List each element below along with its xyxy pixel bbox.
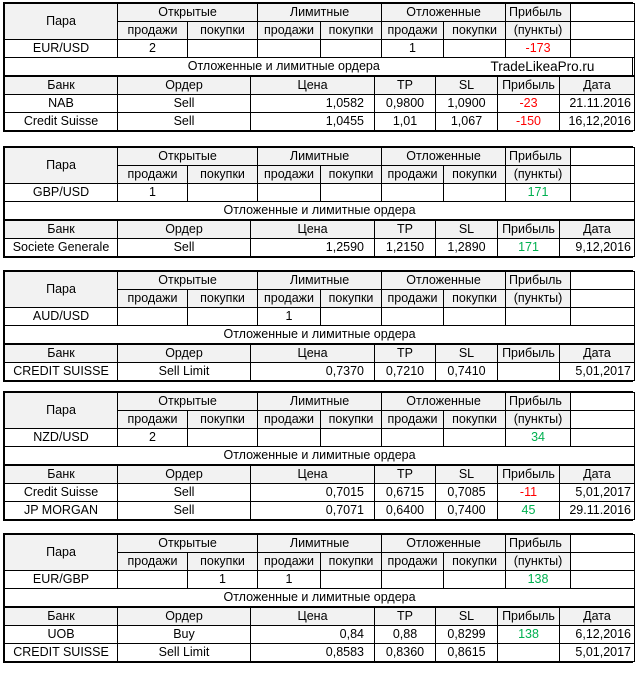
orders-title: Отложенные и лимитные ордера	[5, 202, 635, 220]
summary-header-row	[5, 4, 635, 22]
blank-cell	[571, 272, 635, 290]
pending-buy-header: покупки	[444, 290, 506, 308]
tp-header: TP	[375, 608, 436, 626]
order-type: Sell	[118, 95, 251, 113]
limit-sell-count	[258, 184, 321, 202]
sl-header: SL	[436, 221, 498, 239]
order-price: 1,2590	[251, 239, 375, 257]
limit-buy-count	[321, 429, 382, 447]
pair-block	[3, 533, 633, 663]
date-header: Дата	[560, 221, 635, 239]
order-bank: Credit Suisse	[5, 113, 118, 131]
order-row	[5, 95, 635, 113]
limit-sell-count: 1	[258, 308, 321, 326]
tp-header: TP	[375, 466, 436, 484]
order-header: Ордер	[118, 221, 251, 239]
pending-buy-header: покупки	[444, 553, 506, 571]
pair-profit	[506, 308, 571, 326]
order-price: 0,8583	[251, 644, 375, 662]
order-bank: UOB	[5, 626, 118, 644]
orders-table	[4, 344, 635, 381]
summary-header-row	[5, 535, 635, 553]
pending-sell-count	[382, 184, 444, 202]
order-profit: -150	[498, 113, 560, 131]
order-date: 6,12,2016	[560, 626, 635, 644]
limit-header: Лимитные	[258, 535, 382, 553]
open-buy-header: покупки	[188, 553, 258, 571]
open-header: Открытые	[118, 393, 258, 411]
order-tp: 0,8360	[375, 644, 436, 662]
pair-profit: 138	[506, 571, 571, 589]
open-sell-count	[118, 308, 188, 326]
orders-title-row	[5, 326, 635, 344]
limit-header: Лимитные	[258, 272, 382, 290]
open-sell-count: 1	[118, 184, 188, 202]
pair-profit: 171	[506, 184, 571, 202]
order-tp: 0,7210	[375, 363, 436, 381]
open-sell-count: 2	[118, 40, 188, 58]
order-date: 5,01,2017	[560, 484, 635, 502]
order-price: 1,0455	[251, 113, 375, 131]
blank-cell	[571, 308, 635, 326]
orders-header-row	[5, 466, 635, 484]
pair-name: EUR/GBP	[5, 571, 118, 589]
open-buy-count	[188, 308, 258, 326]
order-date: 9,12,2016	[560, 239, 635, 257]
order-sl: 0,8299	[436, 626, 498, 644]
date-header: Дата	[560, 608, 635, 626]
order-profit	[498, 363, 560, 381]
blank-cell	[571, 148, 635, 166]
open-buy-count	[188, 429, 258, 447]
order-price: 0,7015	[251, 484, 375, 502]
blank-cell	[571, 429, 635, 447]
order-row	[5, 502, 635, 520]
order-profit: 45	[498, 502, 560, 520]
limit-header: Лимитные	[258, 393, 382, 411]
points-header: (пункты)	[506, 411, 571, 429]
orders-header-row	[5, 345, 635, 363]
limit-sell-header: продажи	[258, 411, 321, 429]
pair-header: Пара	[5, 4, 118, 40]
date-header: Дата	[560, 77, 635, 95]
summary-values-row	[5, 40, 635, 58]
limit-buy-count	[321, 308, 382, 326]
price-header: Цена	[251, 345, 375, 363]
pair-block	[3, 391, 633, 521]
order-tp: 0,6715	[375, 484, 436, 502]
pending-buy-count	[444, 571, 506, 589]
order-date: 29.11.2016	[560, 502, 635, 520]
pair-block	[3, 2, 633, 132]
pair-header: Пара	[5, 393, 118, 429]
order-sl: 1,2890	[436, 239, 498, 257]
order-type: Sell	[118, 113, 251, 131]
profit-header: Прибыль	[506, 393, 571, 411]
bank-header: Банк	[5, 608, 118, 626]
blank-cell	[571, 553, 635, 571]
order-row	[5, 644, 635, 662]
blank-cell	[571, 393, 635, 411]
profit-header: Прибыль	[506, 272, 571, 290]
orders-title-row	[5, 58, 635, 76]
order-type: Sell Limit	[118, 644, 251, 662]
order-date: 5,01,2017	[560, 644, 635, 662]
order-bank: CREDIT SUISSE	[5, 644, 118, 662]
order-bank: JP MORGAN	[5, 502, 118, 520]
order-profit	[498, 644, 560, 662]
tp-header: TP	[375, 221, 436, 239]
points-header: (пункты)	[506, 22, 571, 40]
order-sl: 0,7085	[436, 484, 498, 502]
pair-summary-table	[4, 147, 635, 220]
price-header: Цена	[251, 608, 375, 626]
pair-summary-table	[4, 534, 635, 607]
profit-header: Прибыль	[506, 4, 571, 22]
tp-header: TP	[375, 77, 436, 95]
bank-header: Банк	[5, 221, 118, 239]
pair-summary-table	[4, 392, 635, 465]
order-tp: 1,01	[375, 113, 436, 131]
order-price: 0,84	[251, 626, 375, 644]
pair-block	[3, 146, 633, 258]
limit-sell-header: продажи	[258, 22, 321, 40]
order-tp: 0,6400	[375, 502, 436, 520]
pending-buy-header: покупки	[444, 22, 506, 40]
orders-title-row	[5, 589, 635, 607]
blank-cell	[571, 411, 635, 429]
points-header: (пункты)	[506, 553, 571, 571]
profit-col-header: Прибыль	[498, 77, 560, 95]
summary-header-row	[5, 148, 635, 166]
pair-name: EUR/USD	[5, 40, 118, 58]
open-buy-header: покупки	[188, 166, 258, 184]
price-header: Цена	[251, 77, 375, 95]
order-tp: 1,2150	[375, 239, 436, 257]
pending-header: Отложенные	[382, 148, 506, 166]
sl-header: SL	[436, 466, 498, 484]
open-header: Открытые	[118, 535, 258, 553]
order-date: 5,01,2017	[560, 363, 635, 381]
limit-buy-count	[321, 184, 382, 202]
blank-cell	[571, 22, 635, 40]
sl-header: SL	[436, 345, 498, 363]
pending-buy-count	[444, 40, 506, 58]
pair-profit: -173	[506, 40, 571, 58]
order-sl: 0,8615	[436, 644, 498, 662]
order-type: Sell	[118, 239, 251, 257]
pending-sell-header: продажи	[382, 290, 444, 308]
order-header: Ордер	[118, 466, 251, 484]
order-tp: 0,9800	[375, 95, 436, 113]
open-buy-count: 1	[188, 571, 258, 589]
order-row	[5, 626, 635, 644]
orders-table	[4, 220, 635, 257]
pending-buy-header: покупки	[444, 166, 506, 184]
order-bank: Societe Generale	[5, 239, 118, 257]
profit-col-header: Прибыль	[498, 221, 560, 239]
limit-buy-count	[321, 40, 382, 58]
pending-sell-header: продажи	[382, 411, 444, 429]
order-type: Buy	[118, 626, 251, 644]
order-bank: CREDIT SUISSE	[5, 363, 118, 381]
pair-header: Пара	[5, 272, 118, 308]
order-bank: Credit Suisse	[5, 484, 118, 502]
blank-cell	[571, 184, 635, 202]
price-header: Цена	[251, 466, 375, 484]
order-profit: 171	[498, 239, 560, 257]
sl-header: SL	[436, 77, 498, 95]
open-sell-count: 2	[118, 429, 188, 447]
summary-header-row	[5, 272, 635, 290]
order-row	[5, 239, 635, 257]
open-buy-header: покупки	[188, 22, 258, 40]
pending-buy-header: покупки	[444, 411, 506, 429]
order-profit: -23	[498, 95, 560, 113]
order-sl: 1,0900	[436, 95, 498, 113]
summary-values-row	[5, 184, 635, 202]
order-header: Ордер	[118, 608, 251, 626]
order-type: Sell	[118, 502, 251, 520]
limit-buy-count	[321, 571, 382, 589]
limit-buy-header: покупки	[321, 290, 382, 308]
pending-sell-header: продажи	[382, 166, 444, 184]
open-buy-count	[188, 184, 258, 202]
limit-buy-header: покупки	[321, 553, 382, 571]
pair-profit: 34	[506, 429, 571, 447]
pending-buy-count	[444, 308, 506, 326]
pair-header: Пара	[5, 148, 118, 184]
pending-sell-header: продажи	[382, 553, 444, 571]
pending-sell-count: 1	[382, 40, 444, 58]
summary-values-row	[5, 571, 635, 589]
profit-header: Прибыль	[506, 148, 571, 166]
pair-name: NZD/USD	[5, 429, 118, 447]
order-sl: 1,067	[436, 113, 498, 131]
orders-header-row	[5, 608, 635, 626]
order-type: Sell Limit	[118, 363, 251, 381]
order-header: Ордер	[118, 345, 251, 363]
bank-header: Банк	[5, 466, 118, 484]
order-profit: -11	[498, 484, 560, 502]
order-row	[5, 113, 635, 131]
open-sell-header: продажи	[118, 411, 188, 429]
order-row	[5, 484, 635, 502]
profit-col-header: Прибыль	[498, 345, 560, 363]
order-tp: 0,88	[375, 626, 436, 644]
order-profit: 138	[498, 626, 560, 644]
limit-sell-count: 1	[258, 571, 321, 589]
orders-title-row	[5, 202, 635, 220]
pending-sell-count	[382, 429, 444, 447]
blank-cell	[571, 290, 635, 308]
pair-summary-table	[4, 3, 635, 76]
order-sl: 0,7400	[436, 502, 498, 520]
pair-name: GBP/USD	[5, 184, 118, 202]
pending-header: Отложенные	[382, 393, 506, 411]
summary-values-row	[5, 308, 635, 326]
limit-header: Лимитные	[258, 4, 382, 22]
pair-block	[3, 270, 633, 382]
pending-sell-header: продажи	[382, 22, 444, 40]
pending-header: Отложенные	[382, 272, 506, 290]
price-header: Цена	[251, 221, 375, 239]
bank-header: Банк	[5, 345, 118, 363]
order-sl: 0,7410	[436, 363, 498, 381]
blank-cell	[571, 571, 635, 589]
blank-cell	[571, 166, 635, 184]
orders-title: Отложенные и лимитные ордера	[5, 326, 635, 344]
order-date: 21.11.2016	[560, 95, 635, 113]
open-buy-header: покупки	[188, 290, 258, 308]
pair-summary-table	[4, 271, 635, 344]
open-sell-count	[118, 571, 188, 589]
order-date: 16,12,2016	[560, 113, 635, 131]
limit-sell-count	[258, 429, 321, 447]
limit-sell-header: продажи	[258, 290, 321, 308]
profit-col-header: Прибыль	[498, 608, 560, 626]
limit-header: Лимитные	[258, 148, 382, 166]
orders-header-row	[5, 77, 635, 95]
orders-title-row	[5, 447, 635, 465]
open-header: Открытые	[118, 4, 258, 22]
blank-cell	[571, 4, 635, 22]
open-sell-header: продажи	[118, 166, 188, 184]
orders-header-row	[5, 221, 635, 239]
pending-header: Отложенные	[382, 4, 506, 22]
orders-title: Отложенные и лимитные ордера	[5, 58, 506, 76]
open-header: Открытые	[118, 148, 258, 166]
orders-title: Отложенные и лимитные ордера	[5, 447, 635, 465]
summary-header-row	[5, 393, 635, 411]
order-price: 0,7071	[251, 502, 375, 520]
date-header: Дата	[560, 466, 635, 484]
limit-sell-header: продажи	[258, 166, 321, 184]
order-header: Ордер	[118, 77, 251, 95]
date-header: Дата	[560, 345, 635, 363]
pair-header: Пара	[5, 535, 118, 571]
open-buy-header: покупки	[188, 411, 258, 429]
order-price: 1,0582	[251, 95, 375, 113]
limit-buy-header: покупки	[321, 22, 382, 40]
orders-title: Отложенные и лимитные ордера	[5, 589, 635, 607]
pair-name: AUD/USD	[5, 308, 118, 326]
open-sell-header: продажи	[118, 22, 188, 40]
blank-cell	[571, 535, 635, 553]
profit-header: Прибыль	[506, 535, 571, 553]
orders-table	[4, 465, 635, 520]
order-row	[5, 363, 635, 381]
order-type: Sell	[118, 484, 251, 502]
orders-table	[4, 76, 635, 131]
order-bank: NAB	[5, 95, 118, 113]
points-header: (пункты)	[506, 166, 571, 184]
blank-cell	[571, 40, 635, 58]
open-buy-count	[188, 40, 258, 58]
pending-sell-count	[382, 308, 444, 326]
limit-sell-count	[258, 40, 321, 58]
order-price: 0,7370	[251, 363, 375, 381]
open-sell-header: продажи	[118, 290, 188, 308]
pending-sell-count	[382, 571, 444, 589]
open-sell-header: продажи	[118, 553, 188, 571]
bank-header: Банк	[5, 77, 118, 95]
sl-header: SL	[436, 608, 498, 626]
watermark: TradeLikeaPro.ru	[491, 58, 620, 76]
points-header: (пункты)	[506, 290, 571, 308]
profit-col-header: Прибыль	[498, 466, 560, 484]
orders-table	[4, 607, 635, 662]
tp-header: TP	[375, 345, 436, 363]
summary-values-row	[5, 429, 635, 447]
limit-buy-header: покупки	[321, 166, 382, 184]
open-header: Открытые	[118, 272, 258, 290]
pending-buy-count	[444, 184, 506, 202]
limit-sell-header: продажи	[258, 553, 321, 571]
limit-buy-header: покупки	[321, 411, 382, 429]
pending-buy-count	[444, 429, 506, 447]
pending-header: Отложенные	[382, 535, 506, 553]
